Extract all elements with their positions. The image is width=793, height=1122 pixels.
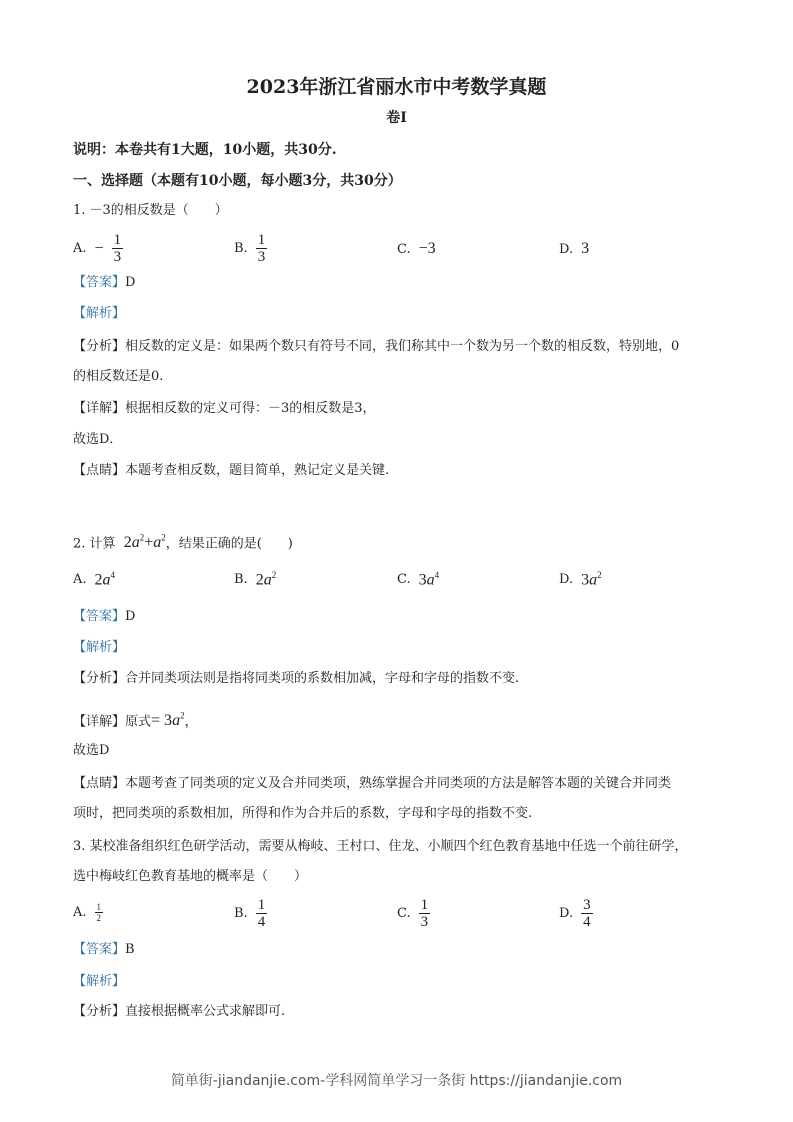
q2-option-b [234,570,276,589]
exp: 2 [597,570,602,580]
option-value [581,570,602,589]
answer-tag: 【答案】 [73,942,126,957]
option-label: D. [559,906,574,921]
denominator: 2 [96,913,102,923]
answer-tag: 【答案】 [73,275,126,290]
xiangjie-text: 原式 [125,714,152,730]
denominator: 3 [113,249,122,265]
section-heading: 一、选择题（本题有10小题，每小题3分，共30分） [73,173,402,189]
stem-prefix: 2. 计算 [73,536,116,552]
coef: 2 [255,571,264,589]
fenxi-tag: 【分析】 [73,671,126,686]
xiangjie-expr [151,712,185,729]
fenxi-tag: 【分析】 [73,1004,126,1019]
operator: + [144,534,154,552]
exp: 2 [161,533,166,543]
exp: 4 [434,570,440,580]
dianjing-tag: 【点睛】 [73,776,126,791]
coef: 2 [94,571,103,589]
question-3-stem: 3. 某校准备组织红色研学活动，需要从梅岐、王村口、住龙、小顺四个红色教育基地中任选一个前往研学， [73,839,688,854]
fraction [256,232,268,265]
q1-xiangjie [73,400,376,418]
equals: = 3 [151,712,173,730]
numerator: 3 [583,897,591,913]
question-3-stem-cont: 选中梅岐红色教育基地的概率是（ ） [73,869,308,884]
fenxi-text: 相反数的定义是：如果两个数只有符号不同，我们称其中一个数为另一个数的相反数，特别地，0 [125,339,680,354]
fraction [419,897,431,930]
q3-answer [73,941,135,959]
numerator: 1 [420,897,429,913]
option-label: A. [73,905,87,920]
answer-value: D [125,275,136,290]
option-label: C. [397,572,411,588]
option-label: B. [234,572,248,588]
q2-fenxi [73,670,519,688]
q1-option-a [73,232,123,265]
option-label: B. [234,906,248,921]
q1-fenxi [73,338,679,356]
option-label: A. [73,241,87,256]
question-2-stem [73,529,293,553]
var: a [426,571,435,589]
option-label: C. [397,906,411,921]
denominator: 3 [420,914,429,930]
fraction [95,902,104,923]
denominator: 4 [583,914,591,930]
q1-analysis-tag: 【解析】 [73,306,126,321]
stem-suffix: ，结果正确的是( ) [165,536,293,552]
denominator: 3 [257,249,266,265]
coef: 2 [123,534,132,552]
answer-value: B [125,942,135,957]
numerator: 1 [257,897,266,913]
option-label: A. [73,572,87,588]
q1-dianjing [73,462,389,480]
expression [120,534,166,551]
q1-option-d [559,240,589,258]
dianjing-tag: 【点睛】 [73,463,126,478]
question-1-stem: 1. －3的相反数是（ ） [73,203,228,218]
var: a [172,712,181,730]
exp: 2 [139,533,145,543]
option-value [419,570,440,589]
fraction [256,897,268,930]
xiangjie-text: 根据相反数的定义可得：－3的相反数是3， [125,401,376,416]
coef: 3 [581,571,590,589]
q2-dianjing-cont: 项时，把同类项的系数相加，所得和作为合并后的系数，字母和字母的指数不变. [73,806,533,821]
q2-option-d [559,570,602,589]
numerator: 1 [257,232,266,248]
coef: 3 [418,571,427,589]
fenxi-tag: 【分析】 [73,339,126,354]
var: a [102,571,111,589]
q3-option-a [73,902,103,923]
fenxi-text: 直接根据概率公式求解即可. [125,1004,286,1019]
q2-xiangjie [73,707,198,731]
q3-fenxi [73,1003,285,1021]
q2-choose: 故选D [73,743,110,758]
option-label: D. [559,241,574,257]
exp: 2 [271,570,277,580]
exam-note: 说明：本卷共有1大题，10小题，共30分. [73,142,337,158]
q2-answer [73,608,135,626]
var: a [589,571,598,589]
q2-option-c [397,570,439,589]
q3-option-b [234,897,267,930]
answer-value: D [125,609,136,624]
option-label: B. [234,241,248,256]
footer-watermark: 简单街-jiandanjie.com-学科网简单学习一条街 https://jiandanjie.com [170,1073,623,1089]
dianjing-text: 本题考查了同类项的定义及合并同类项，熟练掌握合并同类项的方法是解答本题的关键合并同类 [125,776,672,791]
q3-option-d [559,897,593,930]
denominator: 4 [257,914,266,930]
q3-analysis-tag: 【解析】 [73,974,126,989]
option-value [256,570,277,589]
q1-choose: 故选D． [73,432,123,447]
numerator: 1 [96,902,102,912]
var: a [153,534,162,552]
q2-analysis-tag: 【解析】 [73,640,126,655]
q1-option-b [234,232,267,265]
option-label: C. [397,241,411,257]
fraction [581,897,593,930]
var: a [263,571,272,589]
option-label: D. [559,572,574,588]
q1-option-c [397,240,436,258]
exp: 2 [180,711,185,721]
punct: ， [184,714,198,730]
answer-tag: 【答案】 [73,609,126,624]
option-value: −3 [418,240,436,257]
xiangjie-tag: 【详解】 [73,714,126,730]
minus-sign: − [94,239,104,257]
q1-answer [73,274,135,292]
option-value [95,570,116,589]
numerator: 1 [113,232,122,248]
option-value: 3 [581,240,590,257]
page-title: 2023年浙江省丽水市中考数学真题 [246,76,547,98]
q3-option-c [397,897,430,930]
fenxi-text: 合并同类项法则是指将同类项的系数相加减，字母和字母的指数不变. [125,671,520,686]
exp: 4 [110,570,116,580]
fraction [112,232,124,265]
dianjing-text: 本题考查相反数，题目简单，熟记定义是关键. [125,463,390,478]
var: a [131,534,140,552]
xiangjie-tag: 【详解】 [73,401,126,416]
q1-fenxi-cont: 的相反数还是0. [73,369,164,384]
q2-option-a [73,570,115,589]
volume-label: 卷Ⅰ [386,110,407,126]
q2-dianjing [73,775,671,793]
